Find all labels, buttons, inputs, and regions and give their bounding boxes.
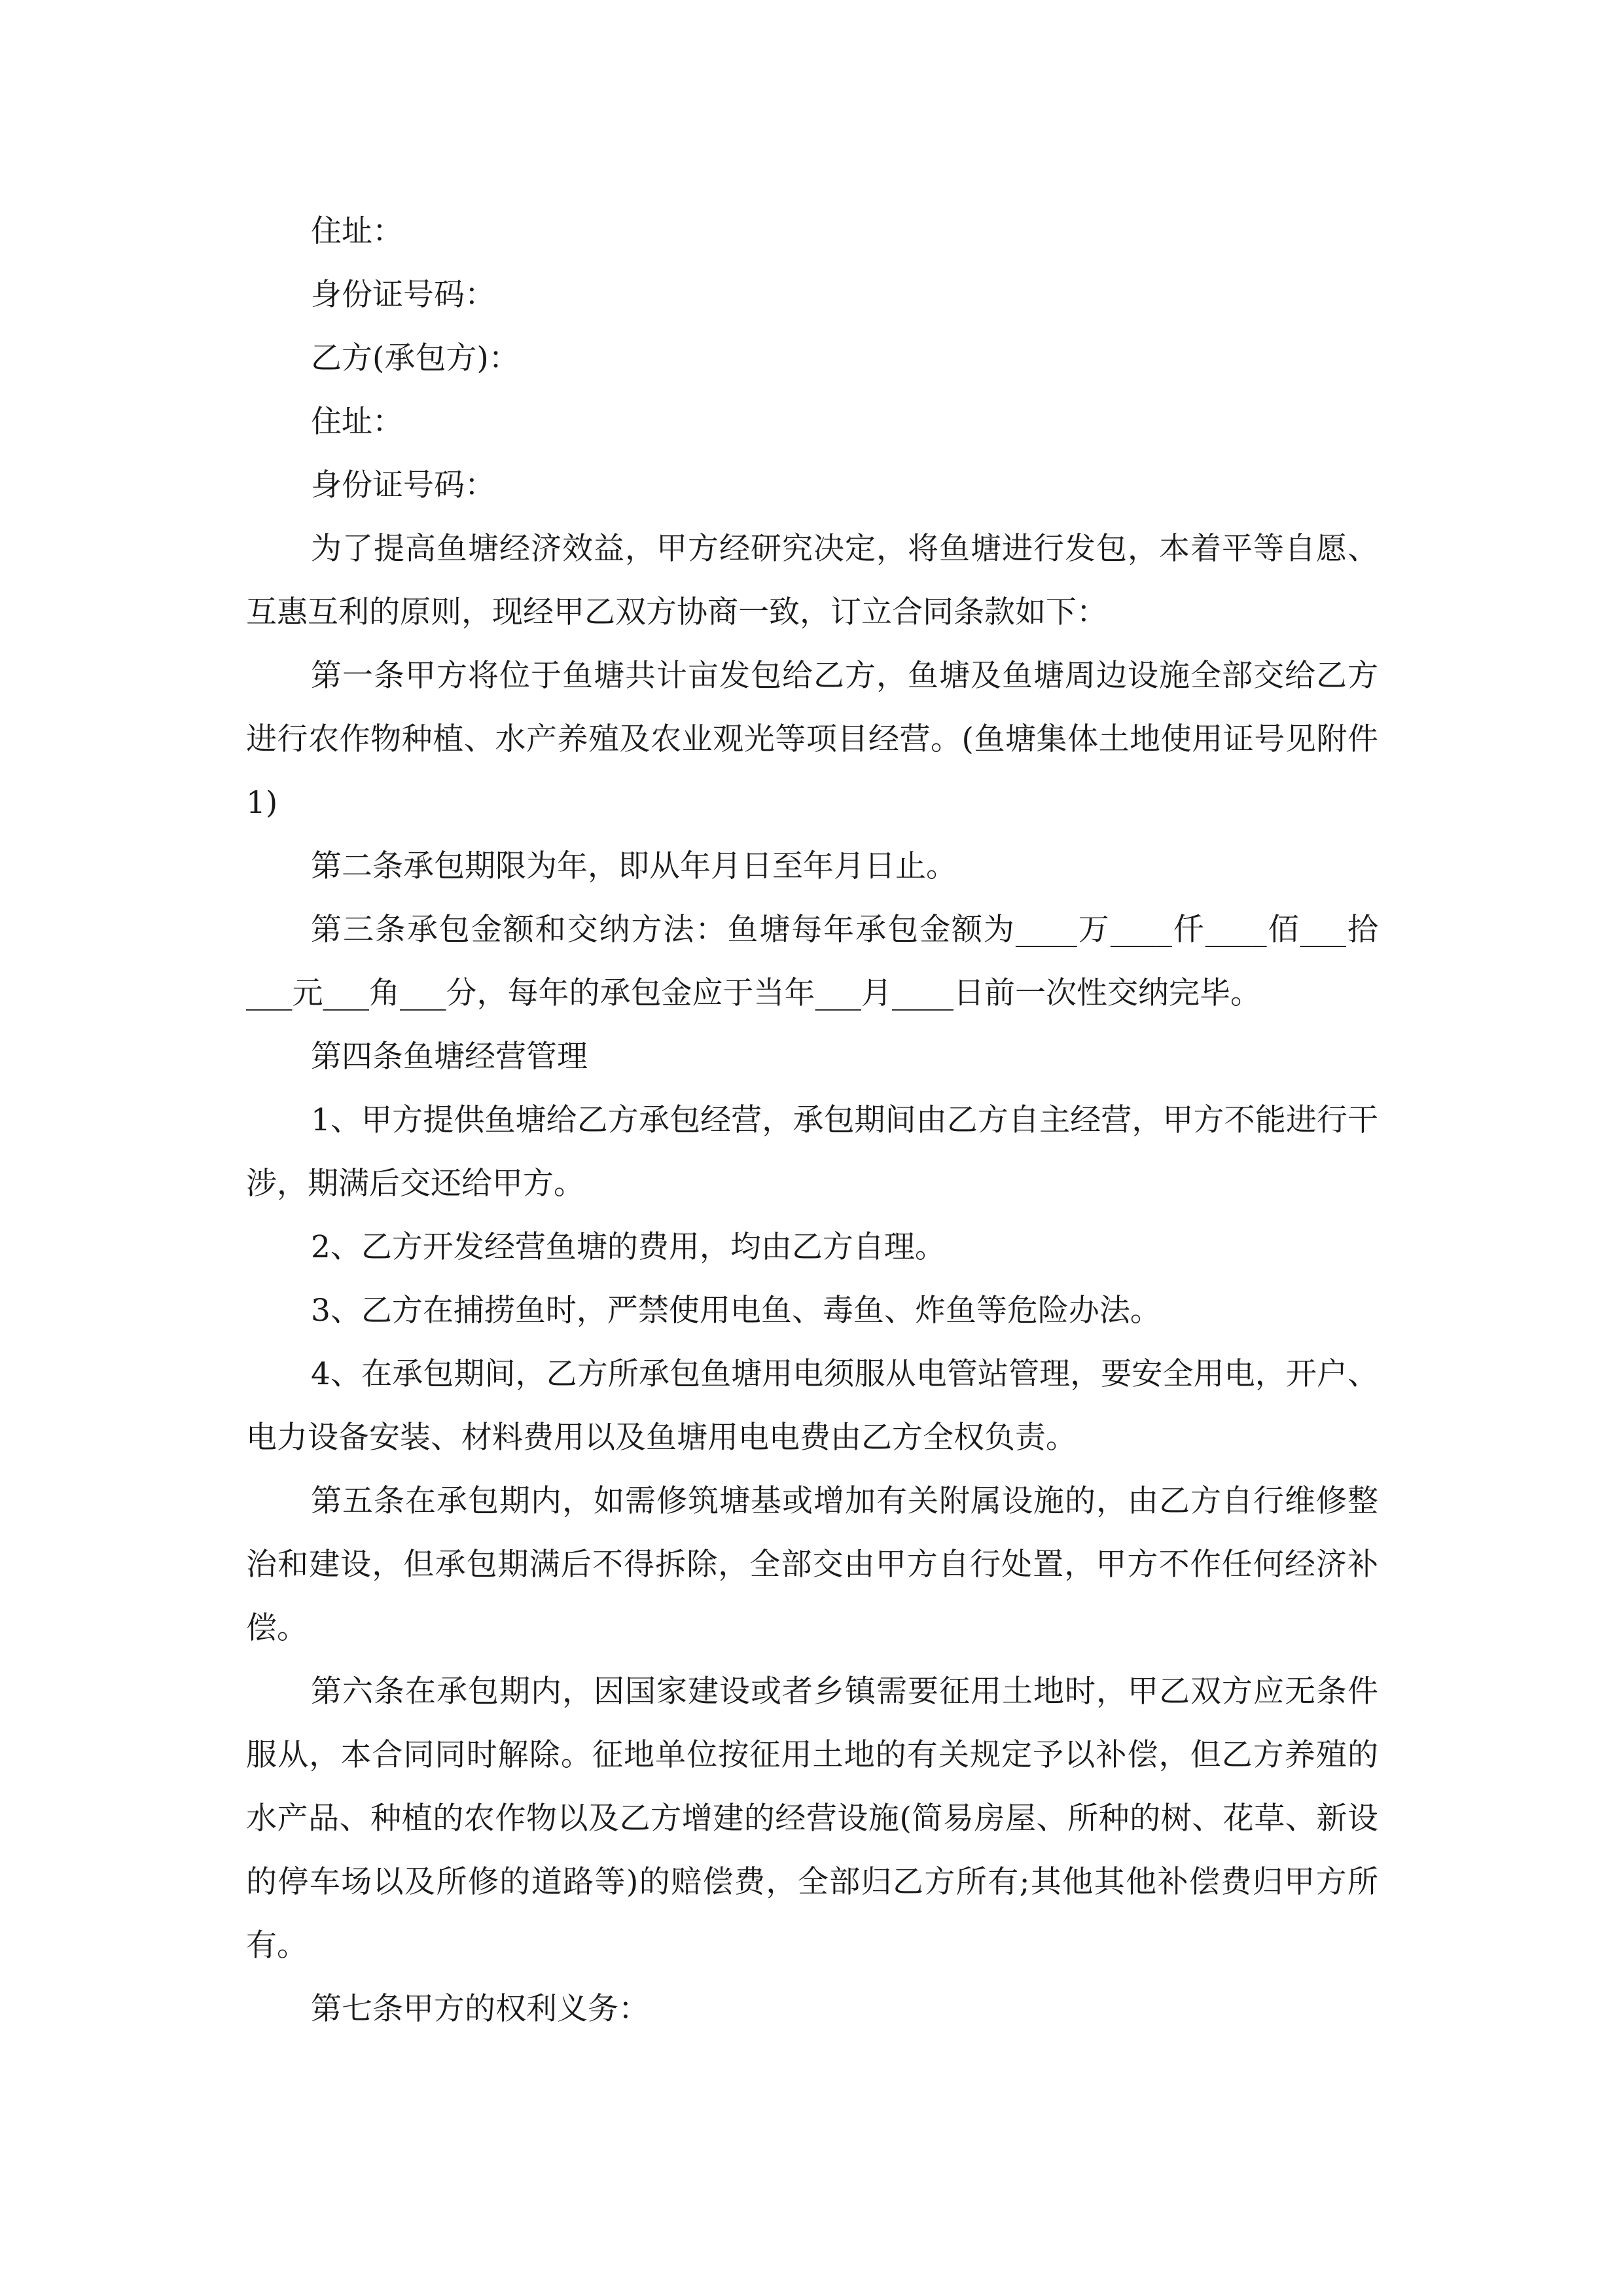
party-a-id-number: 身份证号码： — [311, 277, 495, 313]
article-1: 第一条甲方将位于鱼塘共计亩发包给乙方，鱼塘及鱼塘周边设施全部交给乙方进行农作物种植、水产养殖及农业观光等项目经营。(鱼塘集体土地使用证号见附件 1) — [246, 658, 1378, 821]
article-5: 第五条在承包期内，如需修筑塘基或增加有关附属设施的，由乙方自行维修整治和建设，但承包期满后不得拆除，全部交由甲方自行处置，甲方不作任何经济补偿。 — [246, 1483, 1378, 1646]
article-4-item-2: 2、乙方开发经营鱼塘的费用，均由乙方自理。 — [311, 1229, 946, 1265]
article-2: 第二条承包期限为年，即从年月日至年月日止。 — [311, 848, 957, 884]
article-4-item-4: 4、在承包期间，乙方所承包鱼塘用电须服从电管站管理，要安全用电，开户、电力设备安装、材料费用以及鱼塘用电电费由乙方全权负责。 — [246, 1356, 1378, 1456]
article-3: 第三条承包金额和交纳方法：鱼塘每年承包金额为____万____仟____佰___拾___元___角___分，每年的承包金应于当年___月____日前一次性交纳完毕。 — [246, 912, 1378, 1011]
preamble-paragraph: 为了提高鱼塘经济效益，甲方经研究决定，将鱼塘进行发包，本着平等自愿、互惠互利的原则，现经甲乙双方协商一致，订立合同条款如下： — [246, 531, 1378, 630]
party-a-address: 住址： — [311, 213, 403, 249]
party-b-id-number: 身份证号码： — [311, 467, 495, 503]
article-7-heading: 第七条甲方的权利义务： — [311, 1991, 649, 2027]
article-6: 第六条在承包期内，因国家建设或者乡镇需要征用土地时，甲乙双方应无条件服从，本合同同时解除。征地单位按征用土地的有关规定予以补偿，但乙方养殖的水产品、种植的农作物以及乙方增建的经营设施(简易房屋、所种的树、花草、新设的停车场以及所修的道路等)的赔偿费，全部归乙方所有;其他其他补偿费归甲方所有。 — [246, 1674, 1378, 1964]
article-4-heading: 第四条鱼塘经营管理 — [311, 1039, 588, 1075]
article-4-item-3: 3、乙方在捕捞鱼时，严禁使用电鱼、毒鱼、炸鱼等危险办法。 — [311, 1293, 1161, 1329]
article-4-item-1: 1、甲方提供鱼塘给乙方承包经营，承包期间由乙方自主经营，甲方不能进行干涉，期满后交还给甲方。 — [246, 1102, 1378, 1202]
document-body — [246, 200, 1378, 2041]
party-b-address: 住址： — [311, 404, 403, 440]
party-b-label: 乙方(承包方)： — [311, 340, 520, 376]
